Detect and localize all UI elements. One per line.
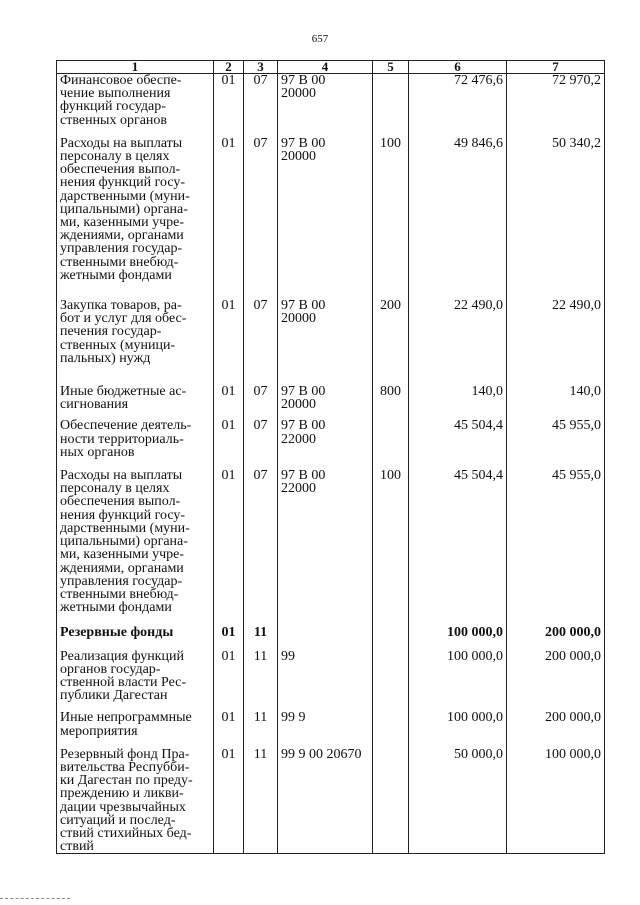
- row-name-cell: Резервные фонды: [57, 626, 214, 649]
- subsection-code-cell: 11: [244, 711, 278, 747]
- expense-type-cell: [373, 419, 409, 469]
- amount-year1-cell: 100 000,0: [409, 626, 507, 649]
- amount-year2-cell: 50 340,2: [507, 137, 605, 299]
- section-code-cell: 01: [214, 419, 244, 469]
- target-code-cell: 97 В 00 20000: [278, 299, 373, 385]
- expense-type-cell: [373, 74, 409, 137]
- amount-year1-cell: 49 846,6: [409, 137, 507, 299]
- expense-type-cell: [373, 748, 409, 854]
- table-row: [57, 711, 605, 747]
- row-name-cell: Иные бюджетные ас- сигнования: [57, 385, 214, 419]
- row-name-cell: Закупка товаров, ра- бот и услуг для обес- печения государ- ственных (муници- пальных) нужд: [57, 299, 214, 385]
- target-code-cell: 99 9 00 20670: [278, 748, 373, 854]
- table-row: [57, 385, 605, 419]
- footer-line: [0, 898, 70, 899]
- column-header: 2: [214, 61, 244, 74]
- amount-year1-cell: 100 000,0: [409, 650, 507, 712]
- expense-type-cell: [373, 650, 409, 712]
- target-code-cell: 99 9: [278, 711, 373, 747]
- column-header: 7: [507, 61, 605, 74]
- amount-year1-cell: 100 000,0: [409, 711, 507, 747]
- table-row: [57, 299, 605, 385]
- row-name-cell: Резервный фонд Пра- вительства Респубби- ки Дагестан по преду- преждению и ликви- дации чрезвычайных ситуаций и послед- ствий стихийных бед- ствий: [57, 748, 214, 854]
- amount-year2-cell: 45 955,0: [507, 469, 605, 626]
- table-row: [57, 469, 605, 626]
- amount-year2-cell: 45 955,0: [507, 419, 605, 469]
- target-code-cell: 97 В 00 20000: [278, 385, 373, 419]
- row-name-cell: Реализация функций органов государ- ственной власти Рес- публики Дагестан: [57, 650, 214, 712]
- row-name-cell: Иные непрограммные мероприятия: [57, 711, 214, 747]
- table-row: [57, 748, 605, 854]
- expense-type-cell: 800: [373, 385, 409, 419]
- section-code-cell: 01: [214, 74, 244, 137]
- section-code-cell: 01: [214, 711, 244, 747]
- table-row: [57, 419, 605, 469]
- expense-type-cell: [373, 626, 409, 649]
- amount-year1-cell: 45 504,4: [409, 419, 507, 469]
- table-row: [57, 626, 605, 649]
- row-name-cell: Обеспечение деятель- ности территориаль- ных органов: [57, 419, 214, 469]
- amount-year1-cell: 72 476,6: [409, 74, 507, 137]
- budget-table: [56, 60, 605, 854]
- column-header: 5: [373, 61, 409, 74]
- section-code-cell: 01: [214, 137, 244, 299]
- section-code-cell: 01: [214, 626, 244, 649]
- amount-year2-cell: 72 970,2: [507, 74, 605, 137]
- amount-year2-cell: 200 000,0: [507, 711, 605, 747]
- target-code-cell: [278, 626, 373, 649]
- table-row: [57, 137, 605, 299]
- subsection-code-cell: 07: [244, 137, 278, 299]
- subsection-code-cell: 07: [244, 469, 278, 626]
- row-name-cell: Финансовое обеспе- чение выполнения функций государ- ственных органов: [57, 74, 214, 137]
- expense-type-cell: 100: [373, 137, 409, 299]
- section-code-cell: 01: [214, 469, 244, 626]
- subsection-code-cell: 11: [244, 626, 278, 649]
- subsection-code-cell: 07: [244, 74, 278, 137]
- column-header: 6: [409, 61, 507, 74]
- amount-year2-cell: 140,0: [507, 385, 605, 419]
- amount-year1-cell: 140,0: [409, 385, 507, 419]
- expense-type-cell: 200: [373, 299, 409, 385]
- column-header: 1: [57, 61, 214, 74]
- subsection-code-cell: 11: [244, 748, 278, 854]
- amount-year2-cell: 22 490,0: [507, 299, 605, 385]
- column-header: 3: [244, 61, 278, 74]
- subsection-code-cell: 07: [244, 299, 278, 385]
- section-code-cell: 01: [214, 299, 244, 385]
- target-code-cell: 97 В 00 22000: [278, 419, 373, 469]
- amount-year2-cell: 200 000,0: [507, 650, 605, 712]
- table-row: [57, 74, 605, 137]
- table-body: [57, 74, 605, 854]
- expense-type-cell: [373, 711, 409, 747]
- page-number: 657: [311, 33, 329, 45]
- amount-year2-cell: 200 000,0: [507, 626, 605, 649]
- column-header: 4: [278, 61, 373, 74]
- header-row: [57, 61, 605, 74]
- amount-year1-cell: 50 000,0: [409, 748, 507, 854]
- target-code-cell: 97 В 00 20000: [278, 137, 373, 299]
- section-code-cell: 01: [214, 385, 244, 419]
- row-name-cell: Расходы на выплаты персоналу в целях обеспечения выпол- нения функций госу- дарственными (муни- ципальными) органа- ми, казенными учре- ждениями, органами управления государ- ственными внебюд- жетными фондами: [57, 137, 214, 299]
- subsection-code-cell: 07: [244, 419, 278, 469]
- table-row: [57, 650, 605, 712]
- target-code-cell: 97 В 00 22000: [278, 469, 373, 626]
- target-code-cell: 97 В 00 20000: [278, 74, 373, 137]
- section-code-cell: 01: [214, 748, 244, 854]
- amount-year1-cell: 45 504,4: [409, 469, 507, 626]
- section-code-cell: 01: [214, 650, 244, 712]
- subsection-code-cell: 11: [244, 650, 278, 712]
- subsection-code-cell: 07: [244, 385, 278, 419]
- row-name-cell: Расходы на выплаты персоналу в целях обеспечения выпол- нения функций госу- дарственными (муни- ципальными) органа- ми, казенными учре- ждениями, органами управления государ- ственными внебюд- жетными фондами: [57, 469, 214, 626]
- target-code-cell: 99: [278, 650, 373, 712]
- amount-year2-cell: 100 000,0: [507, 748, 605, 854]
- expense-type-cell: 100: [373, 469, 409, 626]
- amount-year1-cell: 22 490,0: [409, 299, 507, 385]
